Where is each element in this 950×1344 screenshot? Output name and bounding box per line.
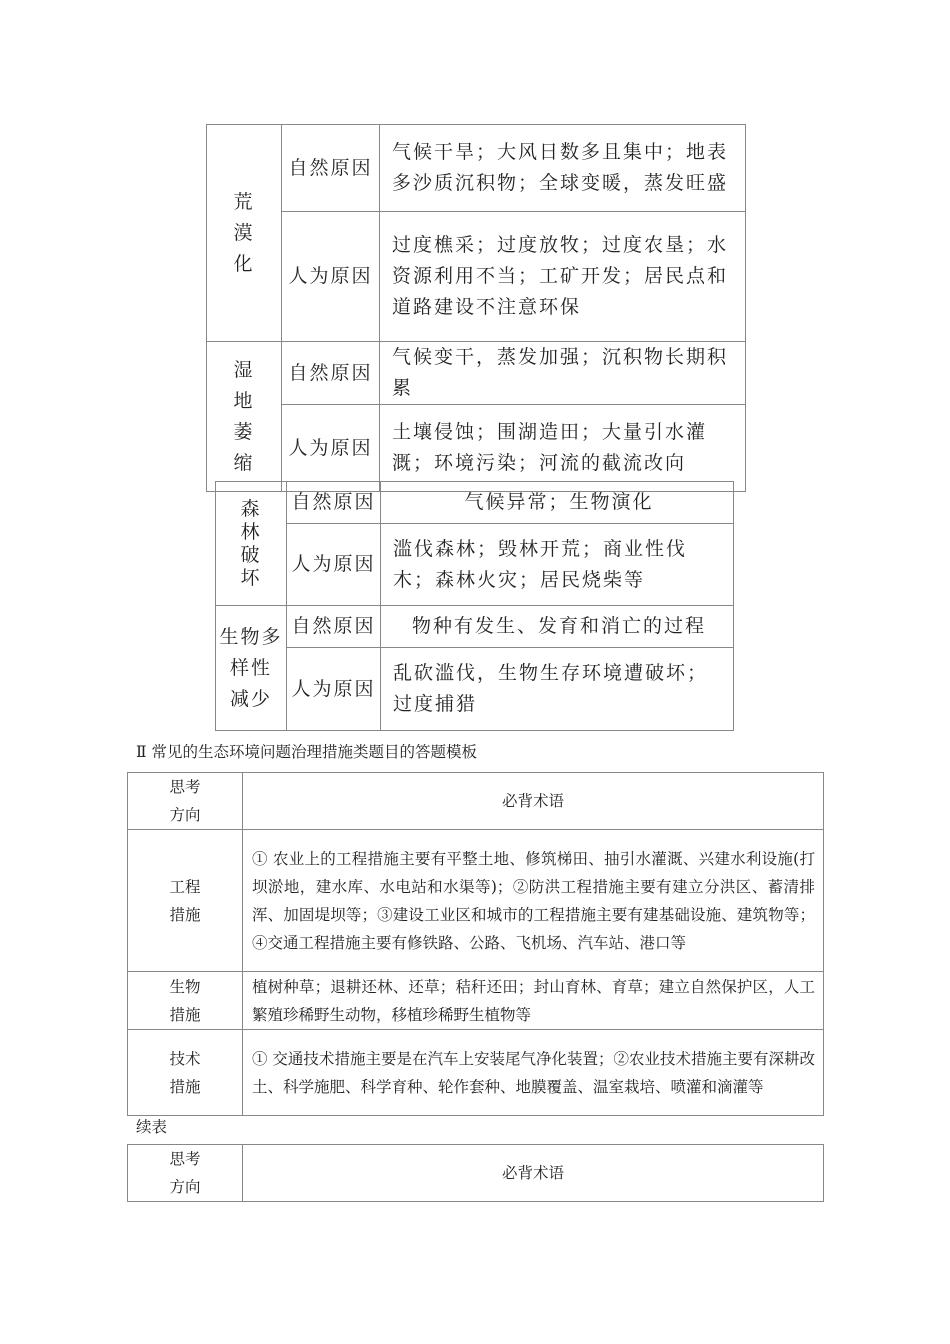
cause-table-1 (206, 124, 746, 492)
human-cause-text: 乱砍滥伐，生物生存环境遭破坏；过度捕猎 (381, 648, 734, 731)
human-cause-label: 人为原因 (287, 648, 381, 731)
natural-cause-label: 自然原因 (282, 125, 380, 212)
terms-technical: ① 交通技术措施主要是在汽车上安装尾气净化装置；②农业技术措施主要有深耕改土、科学施肥、科学育种、轮作套种、地膜覆盖、温室栽培、喷灌和滴灌等 (243, 1030, 824, 1116)
natural-cause-label: 自然原因 (282, 342, 380, 405)
human-cause-label: 人为原因 (287, 524, 381, 606)
category-wetland-shrinkage: 湿 地 萎 缩 (207, 342, 282, 492)
direction-biological: 生物 措施 (128, 972, 243, 1030)
human-cause-label: 人为原因 (282, 212, 380, 342)
terms-biological: 植树种草；退耕还林、还草；秸秆还田；封山育林、育草；建立自然保护区，人工繁殖珍稀野生动物，移植珍稀野生植物等 (243, 972, 824, 1030)
measures-table (127, 772, 824, 1116)
header-terms: 必背术语 (243, 773, 824, 830)
direction-engineering: 工程 措施 (128, 830, 243, 972)
human-cause-text: 滥伐森林；毁林开荒；商业性伐木；森林火灾；居民烧柴等 (381, 524, 734, 606)
natural-cause-label: 自然原因 (287, 606, 381, 648)
category-forest-destruction: 森 林 破 坏 (216, 482, 287, 606)
header-terms: 必背术语 (243, 1145, 824, 1202)
header-direction: 思考 方向 (128, 773, 243, 830)
section-title: Ⅱ 常见的生态环境问题治理措施类题目的答题模板 (136, 743, 477, 761)
continued-label: 续表 (136, 1118, 168, 1136)
measures-table-continued (127, 1144, 824, 1202)
human-cause-text: 土壤侵蚀；围湖造田；大量引水灌溉；环境污染；河流的截流改向 (380, 405, 746, 492)
natural-cause-text: 气候干旱；大风日数多且集中；地表多沙质沉积物；全球变暖，蒸发旺盛 (380, 125, 746, 212)
category-desertification: 荒 漠 化 (207, 125, 282, 342)
natural-cause-text: 气候异常；生物演化 (381, 482, 734, 524)
cause-table-2 (215, 481, 734, 731)
natural-cause-text: 物种有发生、发育和消亡的过程 (381, 606, 734, 648)
human-cause-label: 人为原因 (282, 405, 380, 492)
header-direction: 思考 方向 (128, 1145, 243, 1202)
human-cause-text: 过度樵采；过度放牧；过度农垦；水资源利用不当；工矿开发；居民点和道路建设不注意环保 (380, 212, 746, 342)
natural-cause-label: 自然原因 (287, 482, 381, 524)
terms-engineering: ① 农业上的工程措施主要有平整土地、修筑梯田、抽引水灌溉、兴建水利设施(打坝淤地，建水库、水电站和水渠等)；②防洪工程措施主要有建立分洪区、蓄清排浑、加固堤坝等；③建设工业区和城市的工程措施主要有建基础设施、建筑物等；④交通工程措施主要有修铁路、公路、飞机场、汽车站、港口等 (243, 830, 824, 972)
natural-cause-text: 气候变干，蒸发加强；沉积物长期积累 (380, 342, 746, 405)
direction-technical: 技术 措施 (128, 1030, 243, 1116)
category-biodiversity-loss: 生物多 样性 减少 (216, 606, 287, 731)
